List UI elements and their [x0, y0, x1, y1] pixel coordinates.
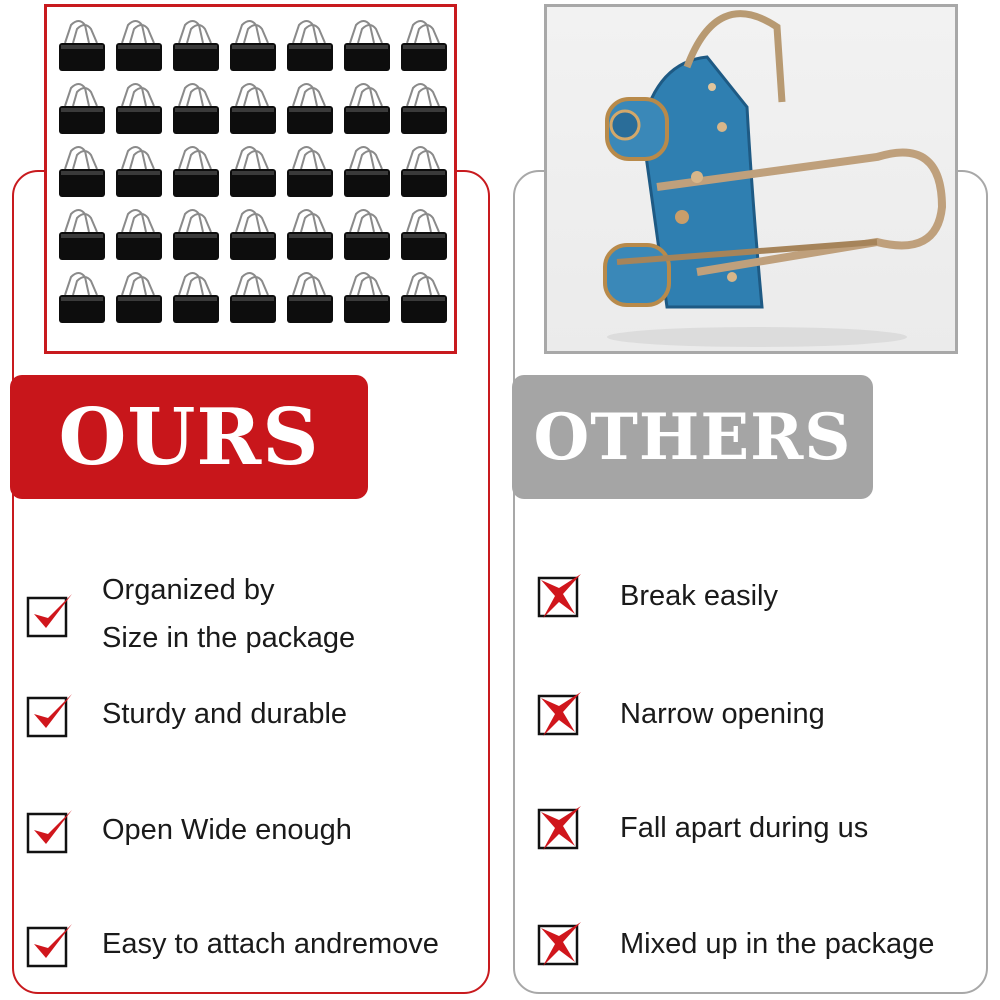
binder-clip — [230, 210, 276, 260]
binder-clip — [116, 210, 162, 260]
ours-feature-text: Sturdy and durable — [102, 698, 348, 730]
ours-feature-3 — [24, 804, 494, 856]
others-feature-text: Narrow opening — [620, 698, 825, 730]
ours-feature-2 — [24, 688, 494, 740]
binder-clip — [173, 210, 219, 260]
check-icon — [24, 688, 76, 740]
binder-clip — [230, 273, 276, 323]
binder-clip — [230, 147, 276, 197]
binder-clip — [116, 84, 162, 134]
cross-icon — [535, 570, 587, 622]
binder-clip — [59, 21, 105, 71]
others-feature-1 — [535, 570, 985, 622]
binder-clip — [116, 273, 162, 323]
others-feature-3 — [535, 802, 985, 854]
cross-icon — [535, 802, 587, 854]
ours-banner: OURS — [10, 375, 368, 499]
binder-clip — [116, 147, 162, 197]
ours-feature-4 — [24, 918, 494, 970]
binder-clip — [59, 147, 105, 197]
binder-clip — [230, 84, 276, 134]
binder-clip — [287, 84, 333, 134]
ours-product-image — [44, 4, 457, 354]
others-feature-text: Fall apart during us — [620, 812, 869, 844]
cross-icon — [535, 918, 587, 970]
others-product-image — [544, 4, 958, 354]
binder-clip — [401, 84, 447, 134]
others-feature-4 — [535, 918, 985, 970]
ours-feature-text: Easy to attach andremove — [102, 928, 439, 960]
check-icon — [24, 588, 76, 640]
ours-feature-text: Organized by Size in the package — [102, 574, 356, 654]
binder-clip — [59, 273, 105, 323]
binder-clip — [173, 84, 219, 134]
binder-clip — [344, 147, 390, 197]
binder-clip — [287, 273, 333, 323]
binder-clip — [401, 147, 447, 197]
binder-clip — [344, 273, 390, 323]
binder-clip — [59, 84, 105, 134]
binder-clip — [287, 21, 333, 71]
others-feature-2 — [535, 688, 985, 740]
binder-clip — [173, 147, 219, 197]
binder-clip — [401, 210, 447, 260]
binder-clip — [173, 273, 219, 323]
ours-feature-1 — [24, 566, 494, 662]
binder-clip — [401, 21, 447, 71]
others-feature-text: Mixed up in the package — [620, 928, 935, 960]
others-banner: OTHERS — [512, 375, 873, 499]
binder-clip — [173, 21, 219, 71]
binder-clip — [344, 21, 390, 71]
check-icon — [24, 918, 76, 970]
binder-clip — [287, 210, 333, 260]
others-feature-text: Break easily — [620, 580, 778, 612]
ours-feature-text: Open Wide enough — [102, 814, 352, 846]
check-icon — [24, 804, 76, 856]
binder-clip — [344, 210, 390, 260]
binder-clip — [287, 147, 333, 197]
cross-icon — [535, 688, 587, 740]
binder-clip — [116, 21, 162, 71]
binder-clip — [59, 210, 105, 260]
binder-clip — [401, 273, 447, 323]
binder-clip — [344, 84, 390, 134]
binder-clip — [230, 21, 276, 71]
